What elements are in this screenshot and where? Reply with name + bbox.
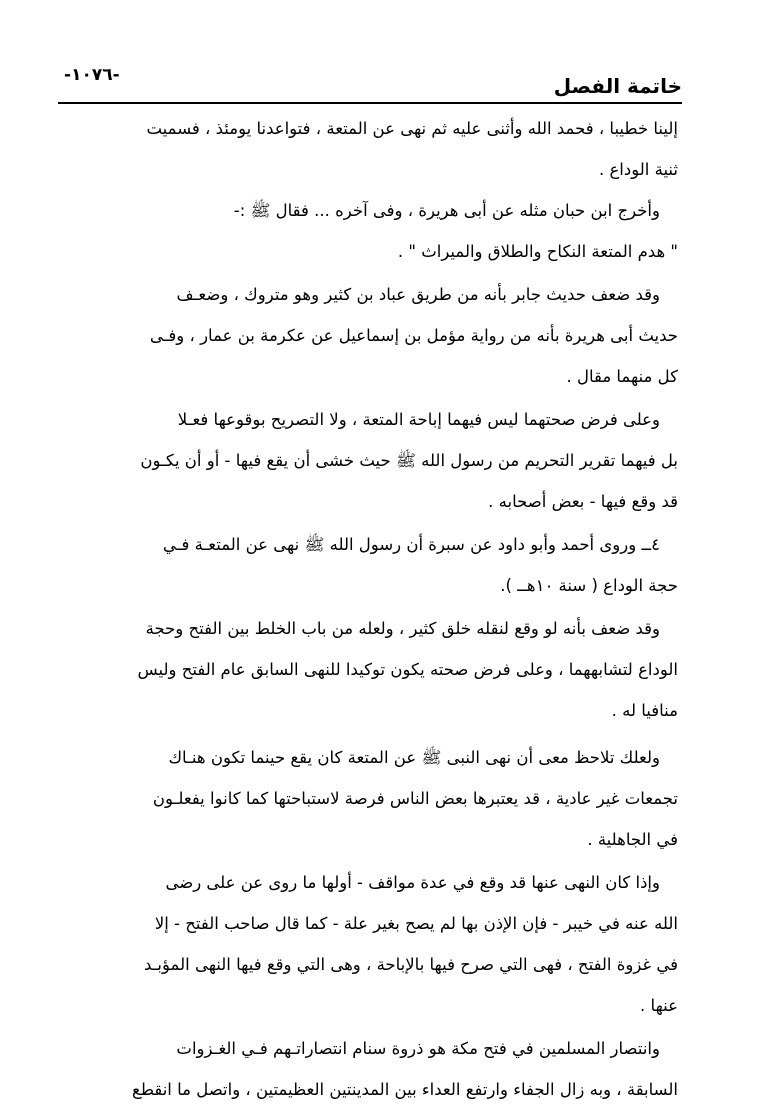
text-line: الوداع لتشابههما ، وعلى فرض صحته يكون توكيدا للنهى السابق عام الفتح وليس [137, 660, 678, 679]
paragraph [58, 1028, 682, 1110]
text-line: " هدم المتعة النكاح والطلاق والميراث " . [397, 242, 678, 261]
text-line: ولعلك تلاحظ معى أن نهى النبى ﷺ عن المتعة كان يقع حينما تكون هنـاك [168, 748, 660, 767]
text-line: تجمعات غير عادية ، قد يعتبرها بعض الناس فرصة لاستباحتها كما كانوا يفعلـون [152, 789, 678, 808]
body-text [58, 108, 682, 1110]
paragraph [58, 108, 682, 190]
text-line: في غزوة الفتح ، فهى التي صرح فيها بالإباحة ، وهى التي وقع فيها النهى المؤبـد [143, 955, 678, 974]
header-divider [58, 102, 682, 104]
text-line: وقد ضعف بأنه لو وقع لنقله خلق كثير ، ولعله من باب الخلط بين الفتح وحجة [145, 619, 660, 638]
text-line: إلينا خطيبا ، فحمد الله وأثنى عليه ثم نهى عن المتعة ، فتواعدنا يومئذ ، فسميت [146, 119, 678, 138]
text-line: منافيا له . [611, 701, 678, 720]
paragraph [58, 274, 682, 397]
paragraph [58, 608, 682, 731]
paragraph [58, 399, 682, 522]
page-header [58, 62, 682, 102]
text-line: وأخرج ابن حبان مثله عن أبى هريرة ، وفى آخره ... فقال ﷺ :- [233, 201, 660, 220]
paragraph [58, 190, 682, 272]
text-line: حديث أبى هريرة بأنه من رواية مؤمل بن إسماعيل عن عكرمة بن عمار ، وفـى [149, 326, 678, 345]
text-line: الله عنه في خيبر - فإن الإذن بها لم يصح بغير علة - كما قال صاحب الفتح - إلا [154, 914, 678, 933]
text-line: ثنية الوداع . [598, 160, 678, 179]
paragraph [58, 524, 682, 606]
text-line: وقد ضعف حديث جابر بأنه من طريق عباد بن كثير وهو متروك ، وضعـف [176, 285, 660, 304]
text-line: قد وقع فيها - بعض أصحابه . [488, 492, 678, 511]
page-number: -١٠٧٦- [64, 65, 120, 85]
text-line: حجة الوداع ( سنة ١٠هــ ). [500, 576, 678, 595]
text-line: كل منهما مقال . [566, 367, 678, 386]
paragraph [58, 862, 682, 1026]
paragraph [58, 737, 682, 860]
text-line: عنها . [640, 996, 678, 1015]
text-line: في الجاهلية . [587, 830, 678, 849]
text-line: وعلى فرض صحتهما ليس فيهما إباحة المتعة ، ولا التصريح بوقوعها فعـلا [177, 410, 660, 429]
text-line: بل فيهما تقرير التحريم من رسول الله ﷺ حيث خشى أن يقع فيها - أو أن يكـون [140, 451, 678, 470]
text-line: ٤ــ وروى أحمد وأبو داود عن سبرة أن رسول الله ﷺ نهى عن المتعـة فـي [162, 535, 660, 554]
chapter-title: خاتمة الفصل [553, 74, 682, 98]
text-line: وانتصار المسلمين في فتح مكة هو ذروة سنام انتصاراتـهم فـي الغـزوات [176, 1039, 660, 1058]
text-line: وإذا كان النهى عنها قد وقع في عدة مواقف - أولها ما روى عن على رضى [165, 873, 660, 892]
text-line: السابقة ، وبه زال الجفاء وارتفع العداء بين المدينتين العظيمتين ، واتصل ما انقطع [132, 1080, 678, 1099]
